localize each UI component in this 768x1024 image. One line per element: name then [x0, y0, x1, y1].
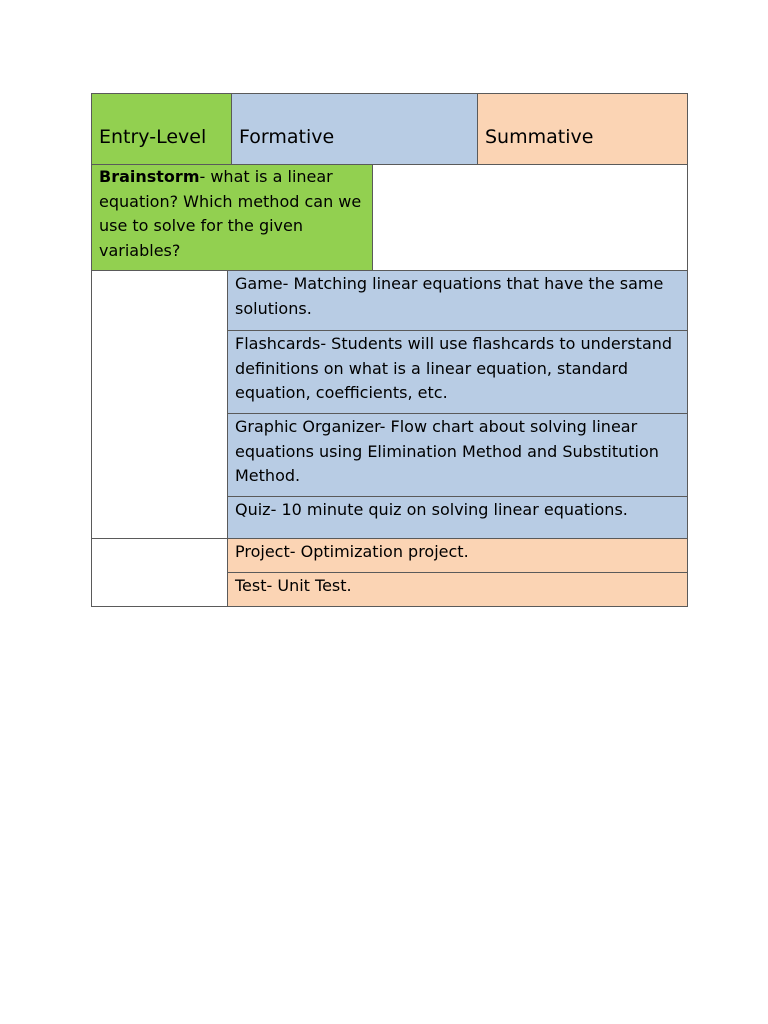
- formative-left-empty-cell: [91, 270, 228, 539]
- summative-activity-test: [227, 572, 688, 607]
- formative-activity-game: [227, 270, 688, 331]
- formative-activity-game-text: Game- Matching linear equations that have the same solutions.: [235, 274, 664, 318]
- header-summative: [477, 93, 688, 165]
- header-summative-label: Summative: [485, 126, 594, 148]
- summative-activity-project-text: Project- Optimization project.: [235, 542, 469, 561]
- summative-activity-test-text: Test- Unit Test.: [235, 576, 352, 595]
- entry-level-empty-right-cell: [372, 164, 688, 271]
- entry-level-activity-title: Brainstorm: [99, 167, 200, 186]
- entry-level-activity-cell: [91, 164, 373, 271]
- formative-activity-quiz: [227, 496, 688, 539]
- summative-activity-project: [227, 538, 688, 573]
- header-formative: [231, 93, 478, 165]
- formative-activity-quiz-text: Quiz- 10 minute quiz on solving linear equations.: [235, 500, 628, 519]
- header-formative-label: Formative: [239, 126, 335, 148]
- header-entry-level: [91, 93, 232, 165]
- summative-left-empty-cell: [91, 538, 228, 607]
- header-entry-level-label: Entry-Level: [99, 126, 207, 148]
- formative-activity-graphic-organizer: [227, 413, 688, 497]
- entry-level-activity-text: - what is a linear equation? Which method can we use to solve for the given variables?: [99, 167, 362, 260]
- formative-activity-flashcards-text: Flashcards- Students will use flashcards to understand definitions on what is a linear equation, standard equation, coefficients, etc.: [235, 334, 673, 402]
- formative-activity-flashcards: [227, 330, 688, 414]
- formative-activity-graphic-organizer-text: Graphic Organizer- Flow chart about solving linear equations using Elimination Method and Substitution Method.: [235, 417, 659, 485]
